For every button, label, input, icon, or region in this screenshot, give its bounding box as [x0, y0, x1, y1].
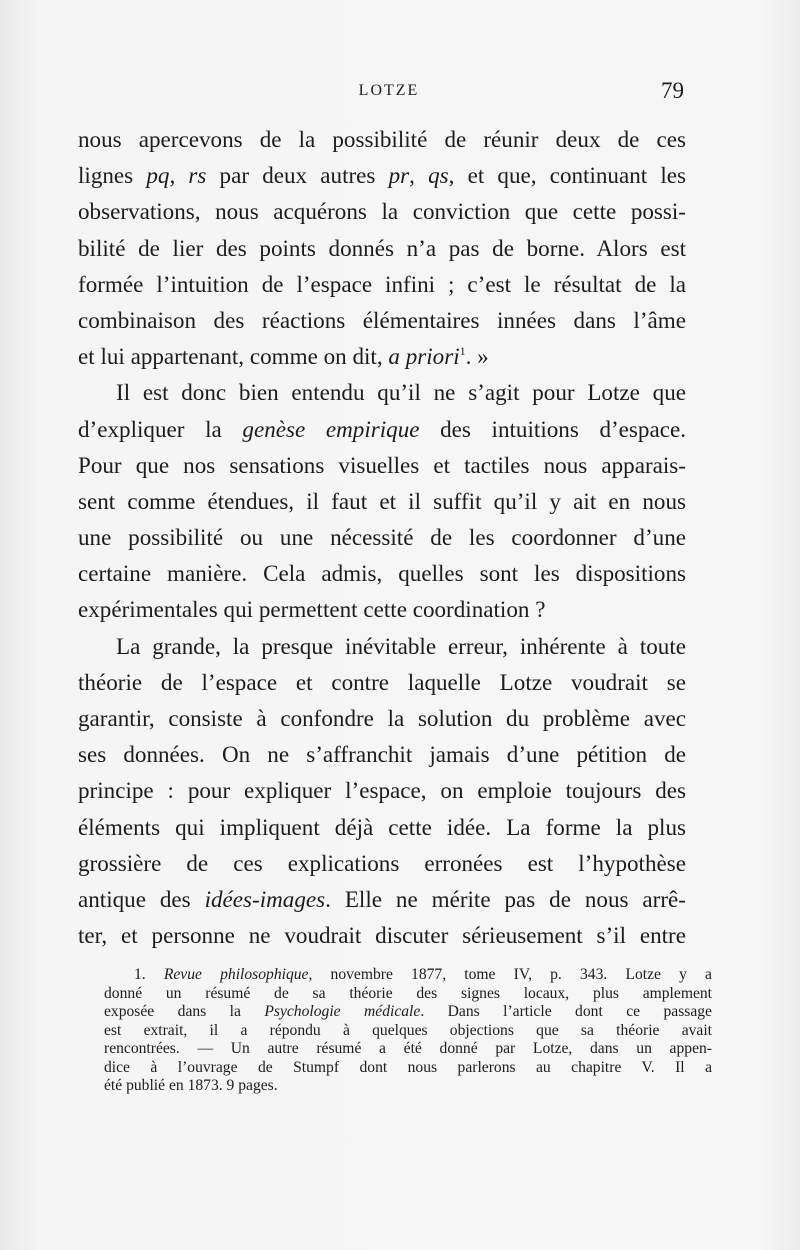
- text-line: lignes pq, rs par deux autres pr, qs, et que, continuant les: [78, 162, 687, 189]
- footnote-line: rencontrées. — Un autre résumé a été donné par Lotze, dans un appen-: [104, 1040, 712, 1057]
- text-line: Pour que nos sensations visuelles et tactiles nous apparais-: [78, 451, 686, 478]
- text-line: sent comme étendues, il faut et il suffit qu’il y ait en nous: [78, 487, 686, 514]
- text-line: une possibilité ou une nécessité de les coordonner d’une: [78, 524, 686, 551]
- text-line: Il est donc bien entendu qu’il ne s’agit pour Lotze que: [116, 379, 686, 406]
- text-line: garantir, consiste à confondre la solution du problème avec: [78, 705, 686, 731]
- text-line: théorie de l’espace et contre laquelle Lotze voudrait se: [78, 668, 686, 695]
- footnote-line: est extrait, il a répondu à quelques objections que sa théorie avait: [104, 1021, 712, 1039]
- italic-text: idées-images: [204, 885, 326, 912]
- text-line: observations, nous acquérons la conviction que cette possi-: [78, 198, 686, 225]
- body-text: [78, 121, 686, 953]
- page-number: 79: [661, 78, 684, 103]
- footnote-marker: 1: [459, 344, 466, 359]
- footnote-line: 1. Revue philosophique, novembre 1877, tome IV, p. 343. Lotze y a: [134, 966, 712, 983]
- text-line: grossière de ces explications erronées est l’hypothèse: [78, 849, 686, 876]
- text-line: éléments qui impliquent déjà cette idée. La forme la plus: [78, 813, 686, 840]
- text-line: certaine manière. Cela admis, quelles sont les dispositions: [78, 560, 686, 587]
- footnote-line: été publié en 1873. 9 pages.: [104, 1077, 278, 1094]
- italic-text: pr: [388, 162, 410, 189]
- text-line: La grande, la presque inévitable erreur, inhérente à toute: [116, 632, 686, 659]
- footnote-line: dice à l’ouvrage de Stumpf dont nous parlerons au chapitre V. Il a: [104, 1058, 712, 1076]
- italic-text: qs: [428, 162, 449, 189]
- italic-text: rs: [188, 162, 207, 189]
- italic-text: Psychologie médicale: [264, 1003, 421, 1020]
- running-head: LOTZE: [358, 82, 420, 99]
- footnote-line: donné un résumé de sa théorie des signes locaux, plus amplement: [104, 984, 712, 1002]
- text-line: et lui appartenant, comme on dit, a priori$^1$. »: [78, 343, 489, 370]
- text-line: d’expliquer la genèse empirique des intuitions d’espace.: [78, 415, 686, 442]
- text-line: combinaison des réactions élémentaires innées dans l’âme: [78, 306, 686, 333]
- text-line: principe : pour expliquer l’espace, on emploie toujours des: [78, 777, 686, 804]
- text-line: formée l’intuition de l’espace infini ; c’est le résultat de la: [78, 270, 686, 297]
- italic-text: pq: [146, 162, 170, 189]
- italic-text: genèse empirique: [242, 415, 420, 442]
- footnote-line: exposée dans la Psychologie médicale. Dans l’article dont ce passage: [104, 1003, 712, 1020]
- text-line: bilité de lier des points donnés n’a pas de borne. Alors est: [78, 234, 686, 261]
- text-line: antique des idées-images. Elle ne mérite pas de nous arrê-: [78, 885, 686, 912]
- text-line: nous apercevons de la possibilité de réunir deux de ces: [78, 126, 686, 152]
- text-line: ses données. On ne s’affranchit jamais d’une pétition de: [78, 741, 686, 768]
- text-line: expérimentales qui permettent cette coordination ?: [78, 596, 546, 623]
- italic-text: a priori: [388, 343, 460, 370]
- text-line: ter, et personne ne voudrait discuter sérieusement s’il entre: [78, 922, 686, 949]
- footnotes: [104, 966, 712, 1096]
- italic-text: Revue philosophique: [163, 966, 309, 983]
- page-header: [78, 78, 686, 112]
